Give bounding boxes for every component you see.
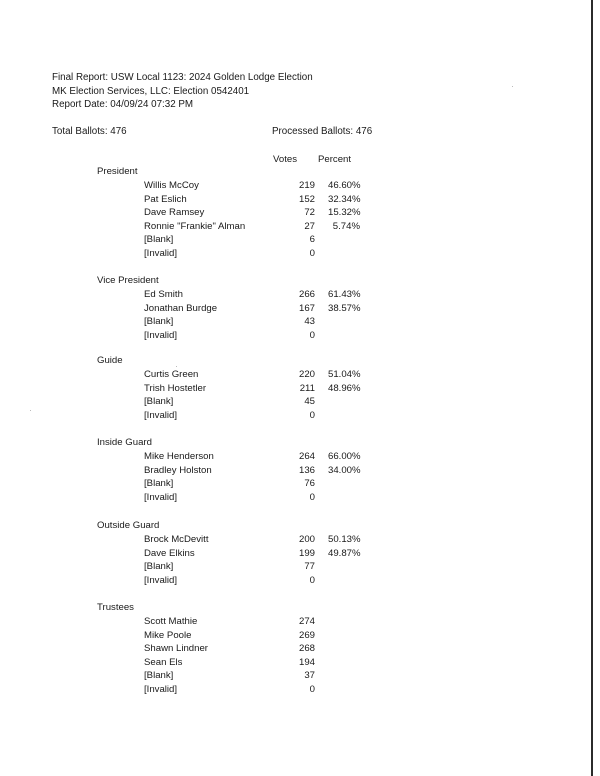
candidate-row xyxy=(97,669,397,683)
candidate-percent: 15.32% xyxy=(328,207,361,219)
candidate-votes: 6 xyxy=(309,234,315,246)
scan-speck xyxy=(512,86,513,87)
candidate-name: Sean Els xyxy=(144,656,183,668)
candidate-votes: 200 xyxy=(298,534,315,545)
candidate-name: [Blank] xyxy=(144,561,174,573)
candidate-votes: 0 xyxy=(309,683,315,695)
candidate-votes: 152 xyxy=(298,193,315,205)
race-guide xyxy=(97,354,397,422)
candidate-row xyxy=(97,560,397,574)
candidate-row xyxy=(97,629,397,643)
race-vice-president xyxy=(97,274,397,342)
candidate-name: [Blank] xyxy=(144,478,174,490)
candidate-percent: 38.57% xyxy=(328,302,361,314)
candidate-name: [Blank] xyxy=(144,316,174,328)
candidate-row xyxy=(97,574,397,588)
candidate-row xyxy=(97,477,397,491)
candidate-votes: 264 xyxy=(298,451,315,462)
candidate-votes: 0 xyxy=(309,574,315,586)
race-title: Inside Guard xyxy=(97,437,152,448)
page-edge-line xyxy=(591,0,593,776)
candidate-name: Dave Elkins xyxy=(144,547,195,559)
candidate-row xyxy=(97,220,397,234)
candidate-percent: 46.60% xyxy=(328,180,361,191)
candidate-votes: 77 xyxy=(304,561,315,573)
candidate-name: Dave Ramsey xyxy=(144,207,205,219)
candidate-name: [Invalid] xyxy=(144,491,178,503)
candidate-percent: 66.00% xyxy=(328,451,361,462)
candidate-row xyxy=(97,642,397,656)
scan-speck xyxy=(30,410,31,411)
candidate-name: Bradley Holston xyxy=(144,464,212,476)
candidate-votes: 0 xyxy=(309,409,315,421)
candidate-votes: 45 xyxy=(304,396,315,408)
candidate-row xyxy=(97,683,397,697)
candidate-votes: 219 xyxy=(298,180,315,191)
candidate-row xyxy=(97,450,397,464)
candidate-row xyxy=(97,247,397,261)
report-date: Report Date: 04/09/24 07:32 PM xyxy=(52,99,194,110)
candidate-row xyxy=(97,656,397,670)
candidate-row xyxy=(97,491,397,505)
candidate-row xyxy=(97,395,397,409)
candidate-name: Pat Eslich xyxy=(144,193,187,205)
candidate-name: [Invalid] xyxy=(144,574,178,586)
candidate-row xyxy=(97,533,397,547)
candidate-row xyxy=(97,382,397,396)
candidate-name: [Invalid] xyxy=(144,409,178,421)
candidate-name: [Blank] xyxy=(144,396,174,408)
candidate-votes: 266 xyxy=(298,289,315,300)
race-title: Outside Guard xyxy=(97,520,160,531)
race-title: Trustees xyxy=(97,602,134,613)
candidate-name: [Invalid] xyxy=(144,683,178,695)
percent-column-header: Percent xyxy=(318,154,352,165)
candidate-row xyxy=(97,179,397,193)
candidate-votes: 37 xyxy=(304,670,315,682)
candidate-row xyxy=(97,464,397,478)
report-title: Final Report: USW Local 1123: 2024 Golden Lodge Election xyxy=(52,72,313,83)
candidate-votes: 268 xyxy=(298,643,315,655)
candidate-name: Brock McDevitt xyxy=(144,534,209,545)
candidate-votes: 72 xyxy=(304,207,315,219)
candidate-name: Shawn Lindner xyxy=(144,643,209,655)
candidate-votes: 0 xyxy=(309,491,315,503)
processed-ballots: Processed Ballots: 476 xyxy=(272,126,373,137)
candidate-percent: 32.34% xyxy=(328,193,361,205)
candidate-percent: 50.13% xyxy=(328,534,361,545)
candidate-name: Scott Mathie xyxy=(144,616,198,627)
candidate-votes: 269 xyxy=(298,629,315,641)
candidate-name: Mike Poole xyxy=(144,629,192,641)
candidate-votes: 199 xyxy=(298,547,315,559)
candidate-row xyxy=(97,288,397,302)
candidate-votes: 220 xyxy=(298,369,315,380)
candidate-votes: 194 xyxy=(298,656,315,668)
race-president xyxy=(97,165,397,261)
candidate-row xyxy=(97,615,397,629)
candidate-row xyxy=(97,233,397,247)
candidate-name: Jonathan Burdge xyxy=(144,302,218,314)
votes-column-header: Votes xyxy=(273,154,298,165)
candidate-name: Willis McCoy xyxy=(144,180,199,191)
candidate-votes: 167 xyxy=(298,302,315,314)
candidate-votes: 27 xyxy=(304,220,315,232)
candidate-votes: 274 xyxy=(298,616,315,627)
candidate-name: [Blank] xyxy=(144,670,174,682)
candidate-row xyxy=(97,409,397,423)
candidate-votes: 0 xyxy=(309,247,315,259)
report-company: MK Election Services, LLC: Election 0542401 xyxy=(52,85,250,97)
candidate-percent: 51.04% xyxy=(328,369,361,380)
total-ballots: Total Ballots: 476 xyxy=(52,126,127,137)
candidate-name: [Invalid] xyxy=(144,329,178,341)
candidate-percent: 34.00% xyxy=(328,464,361,476)
candidate-row xyxy=(97,315,397,329)
candidate-name: Curtis Green xyxy=(144,369,199,380)
candidate-votes: 43 xyxy=(304,316,315,328)
race-title: President xyxy=(97,166,138,177)
candidate-votes: 76 xyxy=(304,478,315,490)
candidate-row xyxy=(97,302,397,316)
candidate-row xyxy=(97,193,397,207)
candidate-percent: 5.74% xyxy=(332,220,360,232)
candidate-row xyxy=(97,368,397,382)
candidate-name: Ed Smith xyxy=(144,289,183,300)
candidate-name: Mike Henderson xyxy=(144,451,214,462)
scan-speck xyxy=(176,366,177,367)
candidate-name: [Blank] xyxy=(144,234,174,246)
candidate-percent: 61.43% xyxy=(328,289,361,300)
race-title: Vice President xyxy=(97,275,159,286)
candidate-name: [Invalid] xyxy=(144,247,178,259)
race-outside-guard xyxy=(97,519,397,587)
race-title: Guide xyxy=(97,355,123,366)
candidate-votes: 136 xyxy=(298,464,315,476)
candidate-name: Trish Hostetler xyxy=(144,382,207,394)
candidate-row xyxy=(97,547,397,561)
race-trustees xyxy=(97,601,397,697)
candidate-percent: 49.87% xyxy=(328,547,361,559)
candidate-percent: 48.96% xyxy=(328,382,361,394)
candidate-row xyxy=(97,329,397,343)
race-inside-guard xyxy=(97,436,397,504)
candidate-votes: 0 xyxy=(309,329,315,341)
candidate-name: Ronnie "Frankie" Alman xyxy=(144,220,246,232)
candidate-row xyxy=(97,206,397,220)
report-header xyxy=(52,71,313,112)
candidate-votes: 211 xyxy=(299,382,315,394)
